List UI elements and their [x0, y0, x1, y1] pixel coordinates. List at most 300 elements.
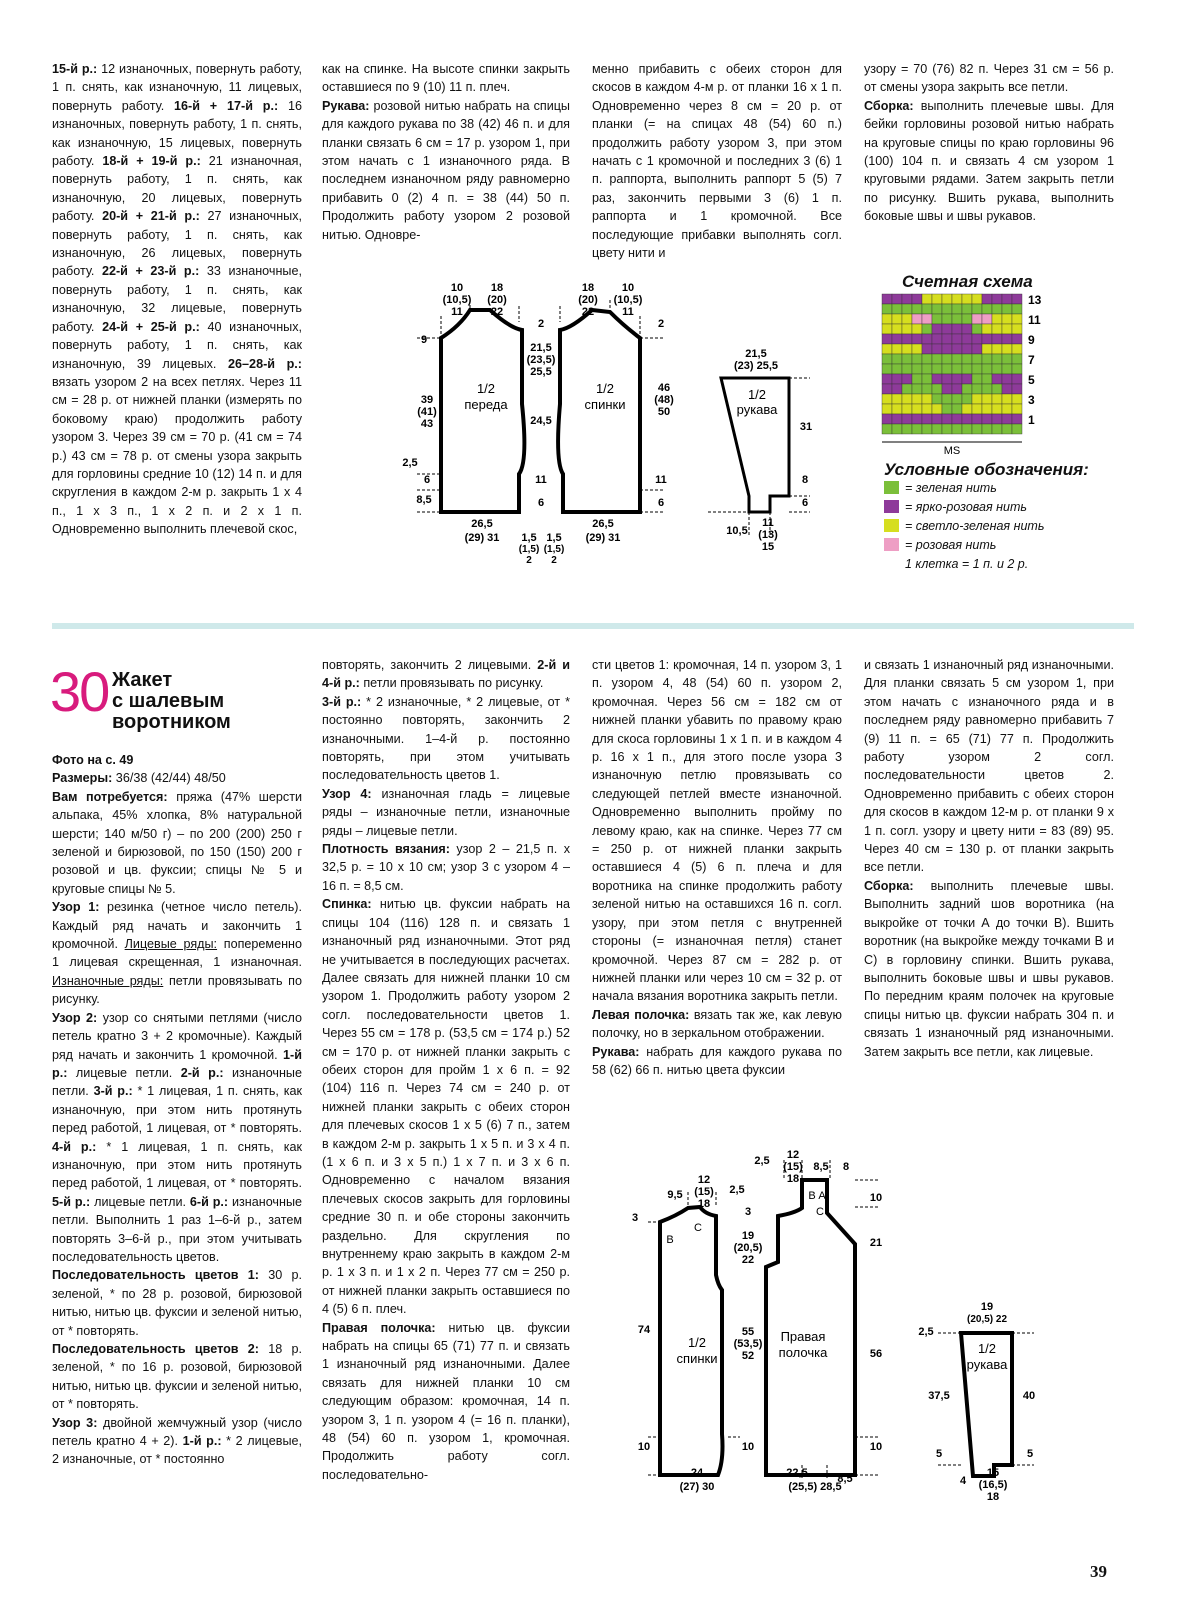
top-col-1 — [52, 60, 302, 539]
dim-label: 56 — [869, 1348, 883, 1360]
dim-label: (20) — [578, 294, 598, 306]
dim-label: 8,5 — [416, 494, 432, 506]
dim-label: 9,5 — [667, 1189, 683, 1201]
dim-label: 21 — [869, 1237, 883, 1249]
chart-cell — [882, 374, 892, 384]
text-run: 2-й и 4-й р.: — [322, 658, 570, 691]
dim-label: 24,5 — [530, 415, 552, 427]
chart-cell — [952, 294, 962, 304]
text-run: нитью цв. фуксии набрать на спицы 65 (71) 77 п. и связать 1 изнаночный ряд изнаночными. Далее связать для нижней планки 10 см следующим образом: кромочная, 14 п. узором 3, 1 п. узором 4 (= 16 п. планки), 48 (54) 60 п. узором 1, кромочная. Продолжить работу согл. последовательно- — [322, 1320, 570, 1482]
dim-label: 19 — [741, 1230, 755, 1242]
text-run: 16 изнаночных, повернуть работу, 1 п. снять, как изнаночную, 15 лицевых, повернуть работу. — [52, 98, 302, 169]
text-run: 12 изнаночных, повернуть работу, 1 п. снять, как изнаночную, 11 лицевых, повернуть работу. — [52, 62, 302, 113]
chart-cell — [922, 374, 932, 384]
chart-cell — [892, 374, 902, 384]
text-run: повторять, закончить 2 лицевыми. — [322, 658, 538, 672]
dim-label: (29) 31 — [585, 532, 621, 544]
chart-cell — [972, 324, 982, 334]
article-col-3 — [592, 656, 842, 1079]
chart-cell — [902, 364, 912, 374]
chart-cell — [922, 304, 932, 314]
chart-cell — [952, 374, 962, 384]
chart-cell — [1002, 344, 1012, 354]
chart-cell — [922, 384, 932, 394]
piece-labels-jacket — [677, 1329, 1009, 1372]
chart-row-label: 3 — [1028, 393, 1035, 407]
chart-cell — [932, 334, 942, 344]
dim-label: 2,5 — [754, 1155, 770, 1167]
paragraph — [52, 1266, 302, 1340]
legend-note: 1 клетка = 1 п. и 2 р. — [905, 557, 1029, 571]
chart-cell — [942, 314, 952, 324]
text-run: лицевые петли. — [67, 1065, 181, 1080]
top-col-3 — [592, 60, 842, 262]
chart-cell — [932, 314, 942, 324]
text-run: Узор 4: — [322, 786, 372, 801]
chart-cell — [992, 424, 1002, 434]
dim-label: 11 — [655, 474, 667, 486]
dim-label: 6 — [537, 497, 545, 509]
point-label-c: C — [816, 1206, 824, 1218]
chart-cell — [1002, 314, 1012, 324]
paragraph — [322, 60, 570, 97]
chart-cell — [932, 354, 942, 364]
legend-item — [884, 537, 996, 554]
chart-cell — [1012, 384, 1022, 394]
chart-cell — [882, 394, 892, 404]
chart-cell — [1002, 364, 1012, 374]
chart-cell — [992, 414, 1002, 424]
dim-label: (1,5) — [543, 544, 565, 555]
title-line: воротником — [112, 711, 231, 733]
chart-cell — [902, 344, 912, 354]
piece-label-back: спинки — [676, 1351, 718, 1366]
paragraph — [864, 97, 1114, 226]
text-run: 18-й + 19-й р.: — [102, 154, 201, 169]
dim-label: 24 — [690, 1467, 704, 1479]
paragraph — [52, 788, 302, 898]
chart-cell — [952, 314, 962, 324]
chart-row-label: 9 — [1028, 333, 1035, 347]
chart-cell — [902, 314, 912, 324]
chart-cell — [932, 364, 942, 374]
dim-label: 2 — [551, 555, 557, 566]
paragraph — [864, 656, 1114, 877]
chart-cell — [962, 404, 972, 414]
text-run: Рукава: — [322, 98, 370, 113]
chart-cell — [902, 384, 912, 394]
chart-cell — [1012, 424, 1022, 434]
chart-cell — [922, 294, 932, 304]
chart-cell — [942, 354, 952, 364]
chart-cell — [982, 304, 992, 314]
legend-label: = светло-зеленая нить — [905, 519, 1045, 533]
chart-cell — [902, 394, 912, 404]
text-run: сти цветов 1: кромочная, 14 п. узором 3, 1 п. узором 4, 48 (54) 60 п. узором 2, кромочная. Через 56 см = 182 см от нижней планки убавить по правому краю для скоса горловины 1 х 1 п. и в каждом 4 р. 16 х 1 п., для этого после узора 3 изнаночную петлю провязывать со следующей петлей вместе изнаночной. Одновременно выполнить пройму по левому краю, как на спинке. Через 77 см = 250 р. от нижней планки закрыть оставшиеся 4 (5) 6 п. плеча и для воротника на спинке продолжить работу зеленой нитью на оставшихся 16 п. согл. узору, при этом петля с внутренней стороны (= изнаночная петля) станет кромочной. Через 87 см = 282 р. от нижней планки или через 10 см = 32 р. от начала вязания воротника закрыть петли. — [592, 658, 842, 1004]
chart-cell — [892, 394, 902, 404]
chart-cell — [952, 304, 962, 314]
chart-cell — [1012, 414, 1022, 424]
chart-cell — [912, 384, 922, 394]
legend-label: = ярко-розовая нить — [905, 500, 1027, 514]
dim-label: 2,5 — [402, 457, 418, 469]
point-label-b: B — [666, 1234, 674, 1246]
chart-cell — [912, 414, 922, 424]
chart-cell — [962, 394, 972, 404]
dim-label: 40 — [1022, 1390, 1036, 1402]
pattern-outline-front-back — [441, 310, 640, 512]
text-run: Лицевые ряды: — [124, 937, 218, 952]
text-run: изнаночные петли. Выполнить 1 раз 1–6-й р., затем повторять 3–6-й р., при этом учитывать последовательность цветов. — [52, 1194, 303, 1264]
dim-label: 1,5 — [546, 532, 562, 544]
chart-cell — [892, 424, 902, 434]
piece-label-front: переда — [464, 397, 508, 412]
text-run: попеременно 1 лицевая скрещенная, 1 изнаночная. — [52, 937, 302, 970]
text-run: 2-й р.: — [180, 1065, 224, 1080]
chart-cell — [912, 364, 922, 374]
chart-cell — [992, 374, 1002, 384]
chart-row-label: 5 — [1028, 373, 1035, 387]
chart-cell — [902, 304, 912, 314]
title-line: с шалевым — [112, 690, 225, 712]
dim-label: (20,5) 22 — [966, 1314, 1008, 1325]
text-run: 22-й + 23-й р.: — [101, 264, 200, 279]
paragraph — [864, 877, 1114, 1061]
dim-label: 39 — [420, 394, 434, 406]
text-run: Правая полочка: — [322, 1320, 436, 1335]
chart-cell — [1002, 404, 1012, 414]
text-run: узору = 70 (76) 82 п. Через 31 см = 56 р. от смены узора закрыть все петли. — [864, 62, 1114, 95]
chart-cell — [912, 354, 922, 364]
chart-cell — [1002, 304, 1012, 314]
text-run: 27 изнаночных, повернуть работу, 1 п. снять, как изнаночную, 26 лицевых, повернуть работу. — [52, 209, 302, 279]
dim-label: (15) — [783, 1161, 803, 1173]
swatch-lightgreen — [884, 519, 899, 532]
chart-cell — [892, 364, 902, 374]
dim-label: (10,5) — [613, 294, 643, 306]
chart-cell — [982, 354, 992, 364]
dim-label: 31 — [799, 421, 813, 433]
chart-cell — [882, 324, 892, 334]
dim-label: 21,5 — [745, 348, 767, 360]
swatch-pink — [884, 538, 899, 551]
repeat-label: MS — [943, 445, 961, 457]
legend-label: = розовая нить — [905, 538, 997, 552]
chart-cell — [892, 294, 902, 304]
chart-cell — [1002, 294, 1012, 304]
text-run: * 2 лицевые, 2 изнаночные, от * постоянно — [52, 1434, 303, 1467]
chart-cell — [982, 314, 992, 324]
dim-label: 10 — [741, 1441, 755, 1453]
dimension-labels-jacket — [632, 1149, 1035, 1503]
dim-label: 55 — [741, 1326, 755, 1338]
dim-label: 10 — [621, 282, 635, 294]
chart-cell — [912, 374, 922, 384]
chart-cell — [992, 344, 1002, 354]
chart-cell — [972, 374, 982, 384]
chart-cell — [992, 384, 1002, 394]
chart-cell — [992, 404, 1002, 414]
dim-label: 18 — [986, 1491, 1000, 1503]
chart-cell — [902, 334, 912, 344]
chart-cell — [992, 304, 1002, 314]
paragraph — [322, 895, 570, 1318]
dim-label: 10 — [869, 1192, 883, 1204]
piece-label-sleeve: 1/2 — [977, 1341, 997, 1356]
text-run: набрать для каждого рукава по 58 (62) 66 п. нитью цвета фуксии — [592, 1044, 842, 1077]
text-run: * 1 лицевая, 1 п. снять, как изнаночную, при этом нить протянуть перед работой, 1 лицевая, от * повторять. — [52, 1084, 302, 1136]
top-col-2 — [322, 60, 570, 244]
article-col-1 — [52, 751, 302, 1469]
dim-label: (53,5) — [733, 1338, 763, 1350]
chart-cell — [922, 414, 932, 424]
text-run: Левая полочка: — [592, 1007, 690, 1022]
dim-label: (15) — [694, 1186, 714, 1198]
dim-label: 22,5 — [786, 1467, 808, 1479]
chart-cell — [962, 414, 972, 424]
text-run: Спинка: — [322, 897, 372, 912]
dim-label: 1,5 — [521, 532, 537, 544]
color-chart — [880, 293, 1060, 457]
chart-cell — [962, 314, 972, 324]
article-col-2 — [322, 656, 570, 1484]
paragraph — [322, 656, 570, 693]
piece-label-sleeve: рукава — [966, 1357, 1008, 1372]
chart-cell — [932, 414, 942, 424]
piece-label-back: спинки — [584, 397, 626, 412]
dim-label: 18 — [581, 282, 595, 294]
chart-cell — [942, 384, 952, 394]
chart-cell — [942, 304, 952, 314]
chart-cell — [962, 364, 972, 374]
pattern-outline-jacket — [660, 1180, 1012, 1476]
text-run: узор 2 – 21,5 п. х 32,5 р. = 10 х 10 см; узор 3 с узором 4 – 16 п. = 8,5 см. — [322, 842, 570, 893]
dim-label: 19 — [980, 1301, 994, 1313]
text-run: Рукава: — [592, 1044, 640, 1059]
dim-label: 10 — [637, 1441, 651, 1453]
paragraph — [322, 97, 570, 244]
text-run: вязать узором 2 на всех петлях. Через 11 см = 28 р. от нижней планки (измерять по боковому краю) продолжить работу узором 3. Через 39 см = 70 р. (41 см = 74 р.) 43 см = 78 р. от смены узора закрыть для горловины средние 10 (12) 14 п. и для скругления в каждом 2-м р. закрыть 1 х 4 п., 1 х 3 п., 1 х 2 п. и 2 х 1 п. Одновременно выполнить плечевой скос, — [52, 374, 302, 537]
chart-cell — [992, 394, 1002, 404]
chart-cell — [992, 354, 1002, 364]
dim-label: 46 — [657, 382, 671, 394]
article-title — [112, 670, 231, 733]
text-run: 1-й р.: — [182, 1434, 222, 1449]
article-number: 30 — [50, 660, 109, 723]
dim-label: 8 — [801, 474, 809, 486]
legend-label: = зеленая нить — [905, 481, 997, 495]
dim-label: 11 — [622, 306, 634, 318]
chart-cell — [982, 394, 992, 404]
legend-item — [884, 518, 1044, 535]
text-run: Плотность вязания: — [322, 842, 450, 857]
chart-cell — [972, 354, 982, 364]
chart-cell — [962, 344, 972, 354]
text-run: резинка (четное число петель). Каждый ряд начать и закончить 1 кромочной. — [52, 900, 302, 952]
piece-label-back: 1/2 — [687, 1335, 707, 1350]
text-run: 30 р. зеленой, * по 28 р. розовой, бирюзовой нитью, нитью цв. фуксии и зеленой нитью, от * повторять. — [52, 1268, 303, 1338]
text-run: пряжа (47% шерсти альпака, 45% хлопка, 8% натуральной шерсти; 140 м/50 г) – по 200 (200) 250 г зеленой и бирюзовой, по 150 (150) 200 г розовой и цв. фуксии; спицы № 5 и круговые спицы № 5. — [52, 789, 303, 896]
chart-cell — [932, 294, 942, 304]
dim-label: 15 — [761, 541, 775, 553]
chart-row-label: 11 — [1028, 313, 1041, 327]
text-run: Размеры: — [52, 771, 113, 786]
chart-cell — [942, 344, 952, 354]
dim-label: 21,5 — [530, 342, 552, 354]
dim-label: (1,5) — [518, 544, 540, 555]
dim-label: 5 — [1026, 1448, 1034, 1460]
text-run: 33 изнаночные, повернуть работу, 1 п. снять, как изнаночную, 32 лицевые, повернуть работу. — [52, 264, 302, 334]
paragraph — [52, 1414, 302, 1469]
dim-label: 37,5 — [928, 1390, 950, 1402]
pattern-outline-sleeve — [721, 378, 789, 512]
chart-cell — [962, 334, 972, 344]
chart-row-label: 1 — [1028, 413, 1035, 427]
chart-cell — [972, 414, 982, 424]
chart-cell — [972, 304, 982, 314]
text-run: как на спинке. На высоте спинки закрыть оставшиеся по 9 (10) 11 п. плеч. — [322, 62, 570, 95]
chart-cell — [992, 314, 1002, 324]
dim-label: (23,5) — [526, 354, 556, 366]
chart-cell — [1012, 374, 1022, 384]
point-label-b: B — [808, 1190, 816, 1202]
chart-cell — [972, 344, 982, 354]
dim-label: 6 — [423, 474, 431, 486]
chart-cell — [972, 364, 982, 374]
chart-cell — [1012, 334, 1022, 344]
dim-label: 12 — [697, 1174, 711, 1186]
chart-cell — [972, 314, 982, 324]
chart-cell — [882, 344, 892, 354]
point-label-c: C — [694, 1222, 702, 1234]
text-run: 3-й р.: — [93, 1084, 133, 1099]
dim-label: 26,5 — [471, 518, 493, 530]
dim-label: 9 — [420, 334, 428, 346]
dim-label: (10,5) — [442, 294, 472, 306]
point-label-a: A — [818, 1190, 826, 1202]
chart-cell — [1012, 364, 1022, 374]
chart-cell — [962, 424, 972, 434]
chart-cell — [892, 354, 902, 364]
text-run: Сборка: — [864, 98, 914, 113]
chart-cell — [1002, 414, 1012, 424]
chart-cell — [982, 344, 992, 354]
chart-cell — [952, 344, 962, 354]
chart-cell — [942, 404, 952, 414]
text-run: Фото на с. 49 — [52, 753, 134, 767]
text-run: 21 изнаночная, повернуть работу, 1 п. снять, как изнаночную, 20 лицевых, повернуть работу. — [52, 154, 302, 224]
text-run: узор со снятыми петлями (число петель кратно 3 + 2 кромочные). Каждый ряд начать и закончить 1 кромочной. — [52, 1010, 302, 1062]
dimension-lines-jacket — [648, 1160, 1034, 1478]
chart-cell — [932, 324, 942, 334]
chart-cell — [1002, 424, 1012, 434]
chart-cell — [972, 294, 982, 304]
chart-cell — [892, 384, 902, 394]
chart-cell — [942, 414, 952, 424]
chart-cell — [972, 404, 982, 414]
dim-label: 10 — [450, 282, 464, 294]
chart-cell — [932, 384, 942, 394]
chart-cell — [952, 394, 962, 404]
chart-cell — [1002, 394, 1012, 404]
chart-cell — [942, 424, 952, 434]
page-number: 39 — [1090, 1562, 1107, 1581]
chart-cell — [932, 394, 942, 404]
chart-cell — [982, 424, 992, 434]
paragraph — [52, 769, 302, 787]
chart-cell — [882, 414, 892, 424]
chart-cell — [922, 364, 932, 374]
dim-label: (27) 30 — [679, 1481, 715, 1493]
dim-label: 6 — [801, 497, 809, 509]
chart-cell — [952, 354, 962, 364]
chart-cell — [912, 334, 922, 344]
dim-label: 4 — [959, 1475, 967, 1487]
text-run: 5-й р.: — [52, 1194, 91, 1209]
chart-cell — [942, 324, 952, 334]
text-run: 1-й р.: — [52, 1047, 302, 1080]
chart-cell — [902, 374, 912, 384]
chart-cell — [902, 404, 912, 414]
chart-cell — [982, 334, 992, 344]
chart-cell — [942, 374, 952, 384]
chart-cell — [892, 334, 902, 344]
chart-cell — [922, 334, 932, 344]
chart-cell — [992, 334, 1002, 344]
chart-cell — [912, 344, 922, 354]
chart-cell — [972, 424, 982, 434]
piece-label-right-front: полочка — [778, 1345, 828, 1360]
paragraph — [592, 1006, 842, 1043]
dim-label: (13) — [758, 529, 778, 541]
chart-cell — [972, 394, 982, 404]
chart-cell — [912, 324, 922, 334]
dim-label: 8 — [842, 1161, 850, 1173]
chart-cell — [1012, 314, 1022, 324]
chart-cell — [1002, 374, 1012, 384]
chart-cell — [902, 324, 912, 334]
dimension-labels — [402, 282, 812, 566]
chart-cell — [1012, 294, 1022, 304]
dim-label: 2,5 — [918, 1326, 934, 1338]
text-run: менно прибавить с обеих сторон для скосов в каждом 4-м р. от планки 16 х 1 п. Одновременно через 8 см = 20 р. от планки (= на спицах 48 (54) 60 п.) продолжить работу узором 3, при этом начать с 1 кромочной и последних 3 (6) 1 п. раппорта, выполнить раппорт 5 (5) 7 раз, закончить первыми 3 (6) 1 п. раппорта и 1 кромочной. Все последующие прибавки выполнять согл. цвету нити и — [592, 62, 842, 261]
dim-label: 10,5 — [726, 525, 748, 537]
chart-cell — [1002, 334, 1012, 344]
dim-label: 43 — [420, 418, 434, 430]
chart-cell — [972, 334, 982, 344]
chart-cell — [902, 414, 912, 424]
chart-cell — [942, 364, 952, 374]
chart-cell — [952, 404, 962, 414]
chart-cell — [882, 354, 892, 364]
text-run: Последовательность цветов 1: — [52, 1268, 259, 1283]
dim-label: 26,5 — [592, 518, 614, 530]
text-run: выполнить плечевые швы. Выполнить задний шов воротника (на выкройке от точки А до точки В). Вшить воротник (на выкройке между точками В и С) в горловину спинки. Вшить рукава, выполнить боковые швы и швы рукавов. По передним краям полочек на круговые спицы нитью цв. фуксии набрать 304 п. и связать 1 изнаночный ряд изнаночными. Затем закрыть все петли, как лицевые. — [864, 878, 1114, 1059]
chart-cell — [962, 324, 972, 334]
chart-cell — [982, 384, 992, 394]
chart-cell — [942, 394, 952, 404]
chart-cell — [932, 374, 942, 384]
text-run: выполнить плечевые швы. Для бейки горловины розовой нитью набрать на круговые спицы по краю горловины 96 (100) 104 п. и связать 4 см узором 1 круговыми рядами. Затем закрыть петли по рисунку. Вшить рукава, выполнить боковые швы и швы рукавов. — [864, 98, 1114, 224]
chart-cell — [1012, 324, 1022, 334]
chart-cell — [932, 344, 942, 354]
text-run: петли провязывать по рисунку. — [52, 973, 302, 1007]
dim-label: 22 — [581, 306, 595, 318]
paragraph — [322, 1319, 570, 1485]
chart-cell — [902, 354, 912, 364]
chart-cell — [1002, 354, 1012, 364]
top-col-4 — [864, 60, 1114, 226]
